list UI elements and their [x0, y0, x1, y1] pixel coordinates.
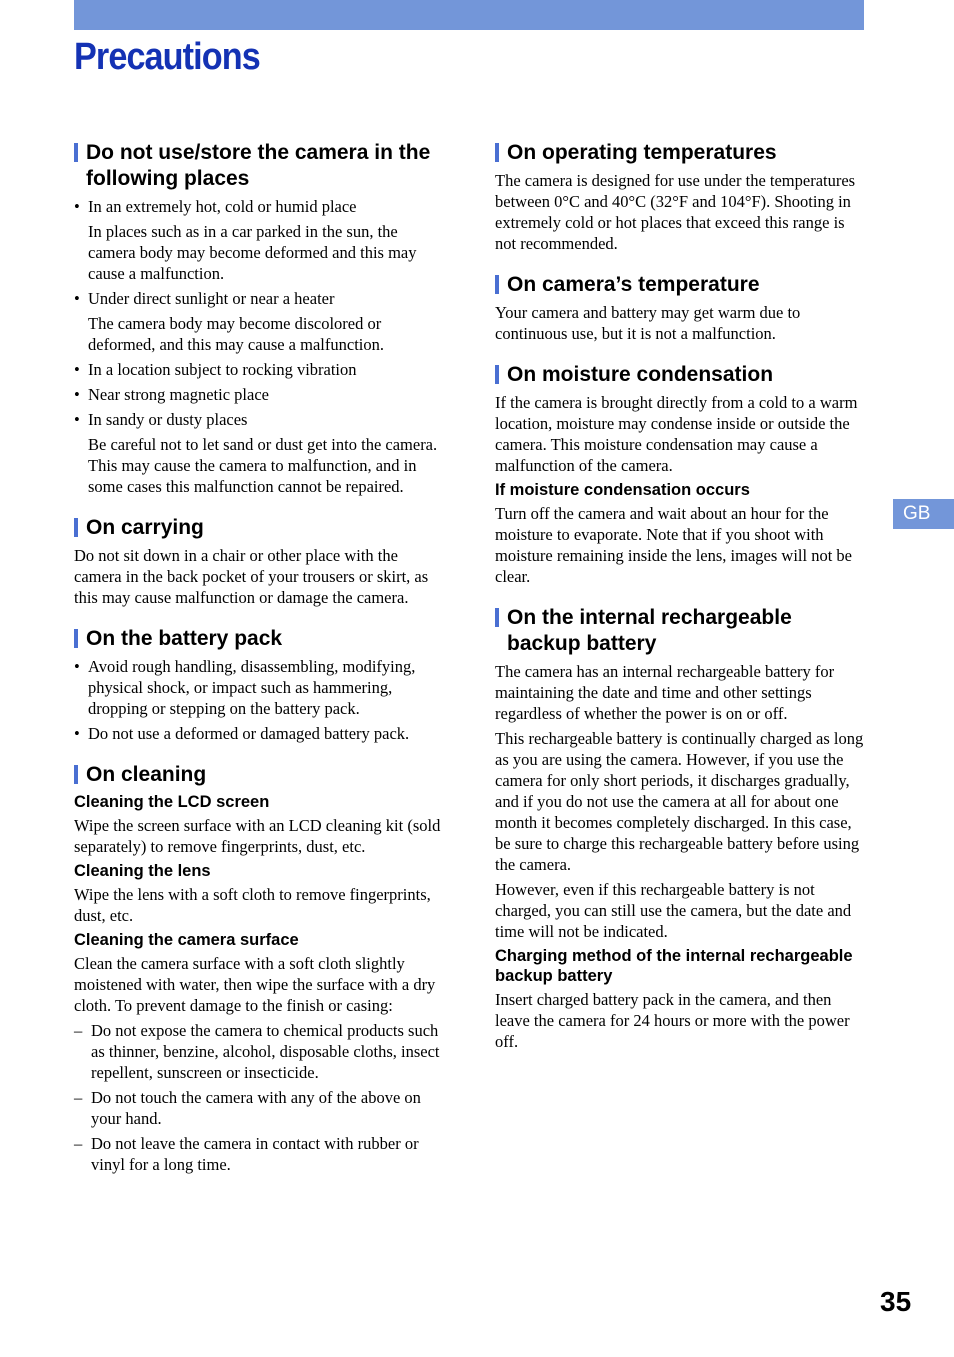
- bullet-marker: •: [74, 385, 80, 404]
- list-item: • Do not use a deformed or damaged battery pack.: [74, 724, 410, 743]
- bullet-marker: •: [74, 657, 80, 676]
- list-item: • In an extremely hot, cold or humid place In places such as in a car parked in the sun, the camera body may become deformed and this may cause a malfunction.: [74, 197, 417, 283]
- section-marker: [495, 275, 499, 294]
- section-moisture: [495, 362, 865, 587]
- left-column: [74, 140, 446, 1193]
- places-list: [74, 196, 446, 497]
- section-marker: [74, 765, 78, 784]
- section-marker: [74, 518, 78, 537]
- section-title-cleaning: On cleaning: [74, 762, 446, 788]
- section-title-camera-temp: On camera’s temperature: [495, 272, 865, 298]
- bullet-marker: •: [74, 360, 80, 379]
- list-item: – Do not expose the camera to chemical products such as thinner, benzine, alcohol, disposable cloths, insect repellent, sunscreen or insecticide.: [74, 1021, 440, 1082]
- list-item: • Avoid rough handling, disassembling, modifying, physical shock, or impact such as hammering, dropping or stepping on the battery pack.: [74, 657, 416, 718]
- section-title-places: [74, 140, 446, 192]
- section-title-operating: On operating temperatures: [495, 140, 865, 166]
- header-color-bar: [74, 0, 864, 30]
- moisture-text: If the camera is brought directly from a cold to a warm location, moisture may condense inside or outside the camera. This moisture condensation may cause a malfunction of the camera.: [495, 393, 858, 475]
- backup-text-3: However, even if this rechargeable battery is not charged, you can still use the camera, but the date and time will not be indicated.: [495, 880, 852, 941]
- section-marker: [74, 143, 78, 162]
- list-item: • Near strong magnetic place: [74, 385, 269, 404]
- list-item: • In sandy or dusty places Be careful not to let sand or dust get into the camera. This may cause the camera to malfunction, and in some cases this malfunction cannot be repaired.: [74, 410, 438, 496]
- subheading-lcd: Cleaning the LCD screen: [74, 793, 270, 811]
- camera-temp-text: Your camera and battery may get warm due to continuous use, but it is not a malfunction.: [495, 303, 801, 343]
- cleaning-dash-list: [74, 1020, 446, 1175]
- subheading-lens: Cleaning the lens: [74, 862, 211, 880]
- section-marker: [495, 365, 499, 384]
- section-title-text: Do not use/store the camera in the following places: [86, 141, 431, 190]
- section-backup-battery: [495, 605, 865, 1052]
- backup-text-2: This rechargeable battery is continually charged as long as you are using the camera. However, if you use the camera for only short periods, it discharges gradually, and if you do not use the camera at all for about one month it becomes completely discharged. In this case, be sure to charge this rechargeable battery before using the camera.: [495, 729, 864, 874]
- bullet-marker: •: [74, 724, 80, 743]
- section-title-battery: On the battery pack: [74, 626, 446, 652]
- list-item: • In a location subject to rocking vibration: [74, 360, 357, 379]
- page-number: 35: [880, 1286, 912, 1317]
- moisture-occurs-text: Turn off the camera and wait about an hour for the moisture to evaporate. Note that if you shoot with moisture remaining inside the lens, images will not be clear.: [495, 504, 852, 586]
- section-carrying: [74, 515, 446, 608]
- surface-text: Clean the camera surface with a soft cloth slightly moistened with water, then wipe the surface with a dry cloth. To prevent damage to the finish or casing:: [74, 954, 436, 1015]
- battery-list: [74, 656, 446, 744]
- dash-marker: –: [74, 1134, 83, 1153]
- charging-text: Insert charged battery pack in the camera, and then leave the camera for 24 hours or more with the power off.: [495, 990, 850, 1051]
- subheading-moisture-occurs: If moisture condensation occurs: [495, 481, 750, 499]
- section-title-carrying: On carrying: [74, 515, 446, 541]
- section-places: [74, 140, 446, 497]
- backup-text-1: The camera has an internal rechargeable battery for maintaining the date and time and other settings regardless of whether the power is on or off.: [495, 662, 835, 723]
- list-item: – Do not leave the camera in contact with rubber or vinyl for a long time.: [74, 1134, 419, 1174]
- lens-text: Wipe the lens with a soft cloth to remove fingerprints, dust, etc.: [74, 885, 431, 925]
- section-cleaning: [74, 762, 446, 1175]
- bullet-marker: •: [74, 289, 80, 308]
- section-marker: [74, 629, 78, 648]
- subheading-charging-method: Charging method of the internal rechargeable backup battery: [495, 947, 853, 985]
- lcd-text: Wipe the screen surface with an LCD cleaning kit (sold separately) to remove fingerprints, dust, etc.: [74, 816, 441, 856]
- section-camera-temperature: [495, 272, 865, 344]
- section-title-moisture: On moisture condensation: [495, 362, 865, 388]
- list-item: • Under direct sunlight or near a heater The camera body may become discolored or deformed, and this may cause a malfunction.: [74, 289, 384, 354]
- section-battery: [74, 626, 446, 744]
- section-marker: [495, 608, 499, 627]
- bullet-marker: •: [74, 410, 80, 429]
- bullet-marker: •: [74, 197, 80, 216]
- list-item: – Do not touch the camera with any of the above on your hand.: [74, 1088, 421, 1128]
- page-title: Precautions: [74, 36, 260, 78]
- operating-text: The camera is designed for use under the temperatures between 0°C and 40°C (32°F and 104°F). Shooting in extremely cold or hot places that exceed this range is not recommended.: [495, 171, 856, 253]
- carrying-text: Do not sit down in a chair or other place with the camera in the back pocket of your trousers or skirt, as this may cause malfunction or damage the camera.: [74, 546, 429, 607]
- section-operating-temperatures: [495, 140, 865, 254]
- dash-marker: –: [74, 1088, 83, 1107]
- right-column: [495, 140, 865, 1070]
- dash-marker: –: [74, 1021, 83, 1040]
- section-title-backup: On the internal rechargeable backup battery: [495, 605, 865, 657]
- subheading-surface: Cleaning the camera surface: [74, 931, 299, 949]
- section-marker: [495, 143, 499, 162]
- language-tab: GB: [893, 499, 954, 529]
